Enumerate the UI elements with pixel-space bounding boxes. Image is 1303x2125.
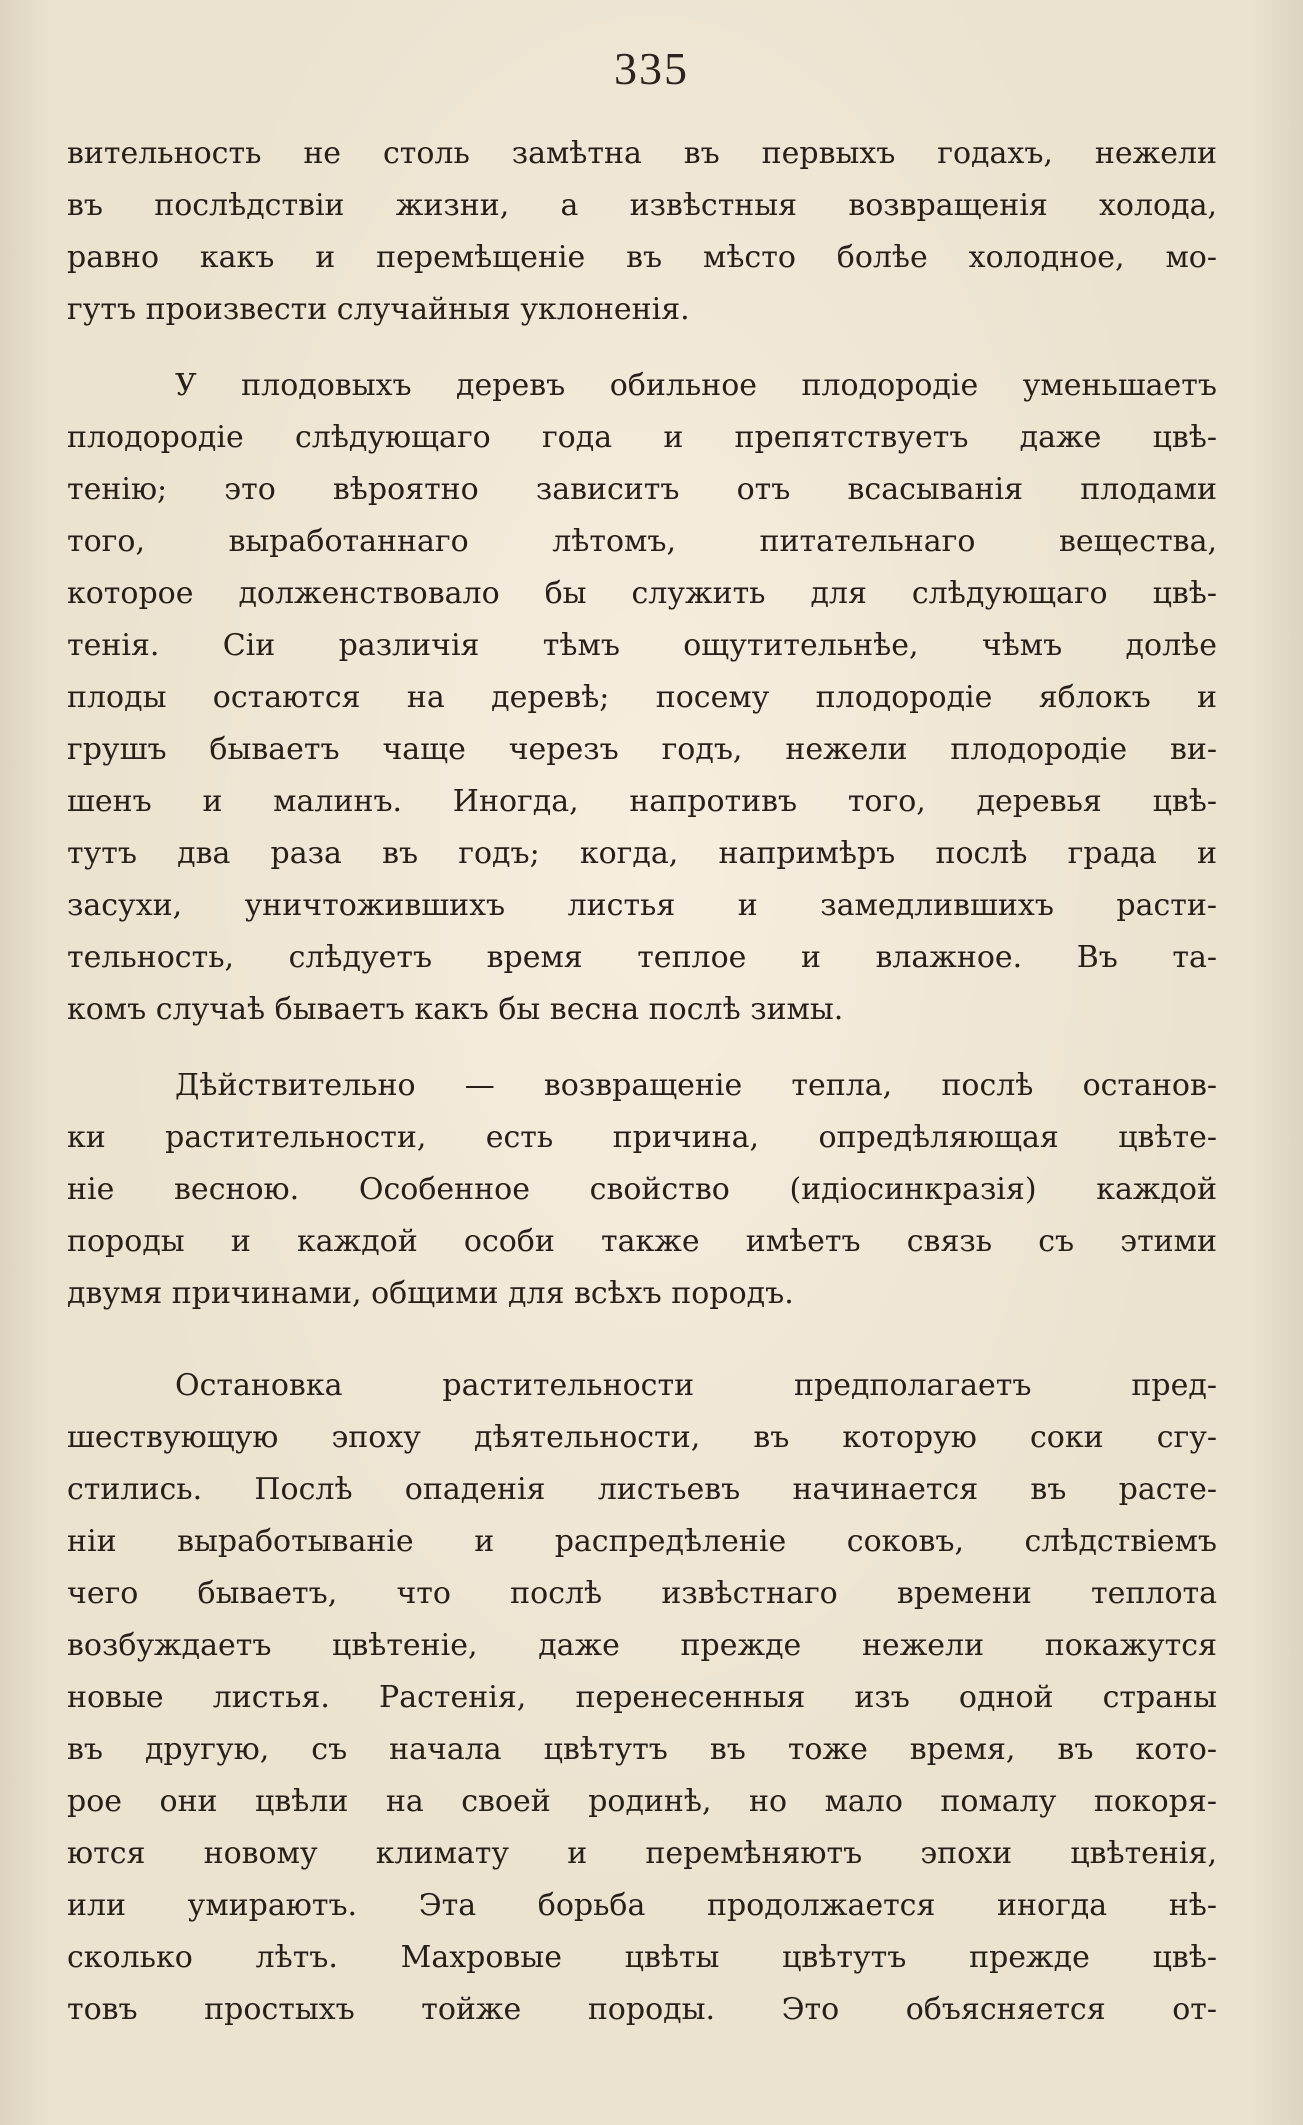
text-line: шенъ и малинъ. Иногда, напротивъ того, деревья цвѣ- [67,784,1217,819]
text-line: въ другую, съ начала цвѣтутъ въ тоже время, въ кото- [67,1732,1217,1767]
text-line: ки растительности, есть причина, опредѣляющая цвѣте- [67,1120,1217,1155]
text-line: возбуждаетъ цвѣтеніе, даже прежде нежели покажутся [67,1628,1217,1663]
text-line: породы и каждой особи также имѣетъ связь съ этими [67,1224,1217,1259]
text-line: рое они цвѣли на своей родинѣ, но мало помалу покоря- [67,1784,1217,1819]
text-line: чего бываетъ, что послѣ извѣстнаго времени теплота [67,1576,1217,1611]
text-line: вительность не столь замѣтна въ первыхъ годахъ, нежели [67,136,1217,171]
paragraph-4 [67,1360,1217,2036]
text-line: плодородіе слѣдующаго года и препятствуетъ даже цвѣ- [67,420,1217,455]
text-line: сколько лѣтъ. Махровые цвѣты цвѣтутъ прежде цвѣ- [67,1940,1217,1975]
text-line: тутъ два раза въ годъ; когда, напримѣръ послѣ града и [67,836,1217,871]
text-line: того, выработаннаго лѣтомъ, питательнаго вещества, [67,524,1217,559]
text-line: тенія. Сіи различія тѣмъ ощутительнѣе, чѣмъ долѣе [67,628,1217,663]
text-line: плоды остаются на деревѣ; посему плодородіе яблокъ и [67,680,1217,715]
text-line: гутъ произвести случайныя уклоненія. [67,292,690,327]
paragraph-2 [67,360,1217,1036]
text-line: товъ простыхъ тойже породы. Это объясняется от- [67,1992,1217,2027]
text-line: ніи выработываніе и распредѣленіе соковъ, слѣдствіемъ [67,1524,1217,1559]
paragraph-3 [67,1060,1217,1320]
text-line: Дѣйствительно — возвращеніе тепла, послѣ останов- [175,1068,1217,1103]
text-line: тенію; это вѣроятно зависитъ отъ всасыванія плодами [67,472,1217,507]
page-number: 335 [614,43,689,94]
body-text [67,128,1217,2036]
text-line: новые листья. Растенія, перенесенныя изъ одной страны [67,1680,1217,1715]
text-line: или умираютъ. Эта борьба продолжается иногда нѣ- [67,1888,1217,1923]
text-line: шествующую эпоху дѣятельности, въ которую соки сгу- [67,1420,1217,1455]
text-line: въ послѣдствіи жизни, а извѣстныя возвращенія холода, [67,188,1217,223]
text-line: тельность, слѣдуетъ время теплое и влажное. Въ та- [67,940,1217,975]
text-line: равно какъ и перемѣщеніе въ мѣсто болѣе холодное, мо- [67,240,1217,275]
text-line: ются новому климату и перемѣняютъ эпохи цвѣтенія, [67,1836,1217,1871]
text-line: Остановка растительности предполагаетъ пред- [175,1368,1217,1403]
text-line: которое долженствовало бы служить для слѣдующаго цвѣ- [67,576,1217,611]
text-line: У плодовыхъ деревъ обильное плодородіе уменьшаетъ [175,368,1217,403]
text-line: засухи, уничтожившихъ листья и замедлившихъ расти- [67,888,1217,923]
text-line: комъ случаѣ бываетъ какъ бы весна послѣ зимы. [67,992,844,1027]
text-line: стились. Послѣ опаденія листьевъ начинается въ расте- [67,1472,1217,1507]
text-line: двумя причинами, общими для всѣхъ породъ. [67,1276,794,1311]
text-line: ніе весною. Особенное свойство (идіосинкразія) каждой [67,1172,1217,1207]
paragraph-1 [67,128,1217,336]
text-line: грушъ бываетъ чаще черезъ годъ, нежели плодородіе ви- [67,732,1217,767]
